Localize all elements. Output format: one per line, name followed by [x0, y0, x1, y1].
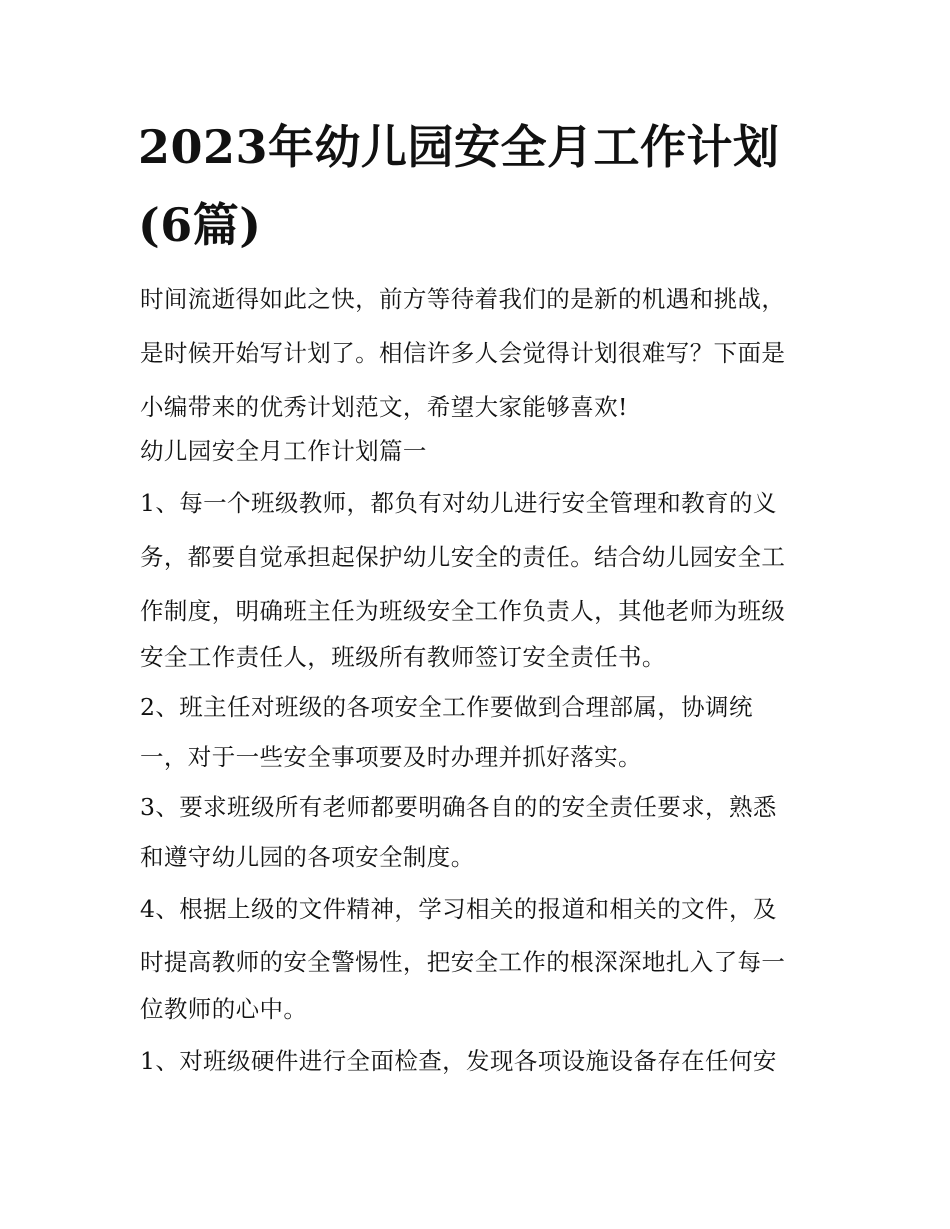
- body-line-1: 1、每一个班级教师，都负有对幼儿进行安全管理和教育的义: [140, 489, 777, 517]
- intro-line-3: 小编带来的优秀计划范文，希望大家能够喜欢!: [140, 393, 628, 421]
- body-line-4: 安全工作责任人，班级所有教师签订安全责任书。: [140, 643, 666, 671]
- body-line-3: 作制度，明确班主任为班级安全工作负责人，其他老师为班级: [140, 597, 786, 625]
- intro-line-1: 时间流逝得如此之快，前方等待着我们的是新的机遇和挑战，: [140, 285, 786, 313]
- body-line-8: 和遵守幼儿园的各项安全制度。: [140, 843, 475, 871]
- body-line-5: 2、班主任对班级的各项安全工作要做到合理部属，协调统: [140, 693, 753, 721]
- body-line-11: 位教师的心中。: [140, 995, 308, 1023]
- intro-line-2: 是时候开始写计划了。相信许多人会觉得计划很难写？下面是: [140, 339, 786, 367]
- body-line-2: 务，都要自觉承担起保护幼儿安全的责任。结合幼儿园安全工: [140, 543, 786, 571]
- body-line-9: 4、根据上级的文件精神，学习相关的报道和相关的文件，及: [140, 895, 777, 923]
- document-title-line-1: 2023年幼儿园安全月工作计划: [138, 120, 780, 174]
- document-title-line-2: (6篇): [138, 198, 262, 252]
- body-line-6: 一，对于一些安全事项要及时办理并抓好落实。: [140, 743, 642, 771]
- body-line-7: 3、要求班级所有老师都要明确各自的的安全责任要求，熟悉: [140, 793, 777, 821]
- body-line-12: 1、对班级硬件进行全面检查，发现各项设施设备存在任何安: [140, 1047, 777, 1075]
- section-heading: 幼儿园安全月工作计划篇一: [140, 437, 427, 465]
- body-line-10: 时提高教师的安全警惕性，把安全工作的根深深地扎入了每一: [140, 948, 786, 976]
